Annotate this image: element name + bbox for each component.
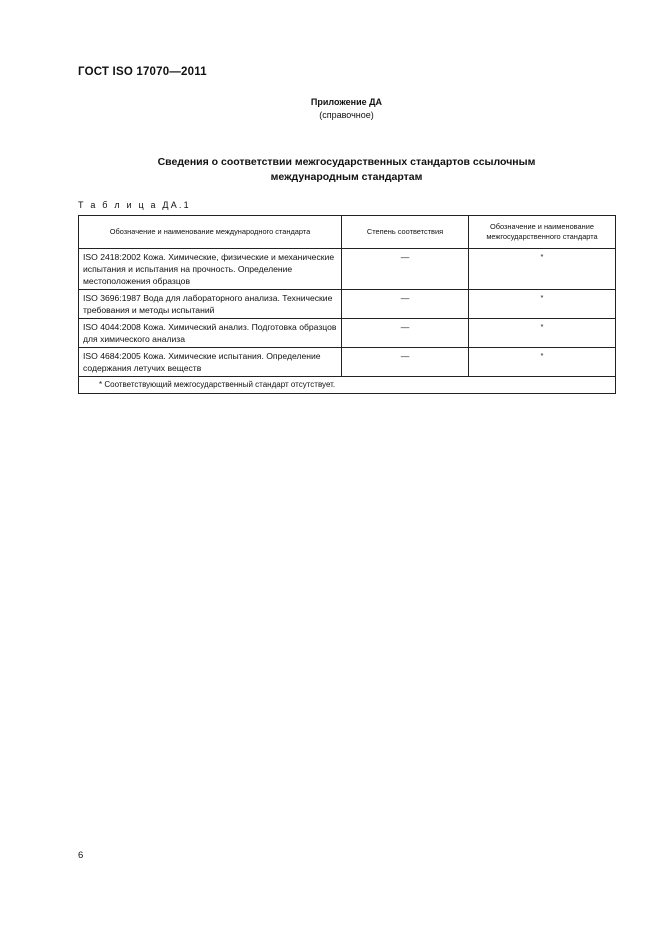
section-title-line-1: Сведения о соответствии межгосударственных стандартов ссылочным (157, 156, 536, 168)
cell-degree: — (342, 249, 469, 290)
cell-degree: — (342, 319, 469, 348)
cell-interstate: * (469, 348, 616, 377)
cell-standard: ISO 4684:2005 Кожа. Химические испытания. Определение содержания летучих веществ (79, 348, 342, 377)
header-interstate-standard: Обозначение и наименование межгосударственного стандарта (469, 216, 616, 249)
cell-degree: — (342, 290, 469, 319)
section-title (78, 155, 615, 185)
cell-standard: ISO 4044:2008 Кожа. Химический анализ. Подготовка образцов для химического анализа (79, 319, 342, 348)
cell-standard: ISO 2418:2002 Кожа. Химические, физические и механические испытания и испытания на прочность. Определение местоположения образцов (79, 249, 342, 290)
header-international-standard: Обозначение и наименование международного стандарта (79, 216, 342, 249)
table-row (79, 249, 616, 290)
table-footnote-row (79, 377, 616, 394)
page-number: 6 (78, 850, 84, 861)
cell-interstate: * (469, 290, 616, 319)
cell-standard: ISO 3696:1987 Вода для лабораторного анализа. Технические требования и методы испытаний (79, 290, 342, 319)
annex-heading (0, 96, 661, 122)
table-footnote: * Соответствующий межгосударственный стандарт отсутствует. (79, 377, 616, 394)
table-row (79, 348, 616, 377)
header-degree: Степень соответствия (342, 216, 469, 249)
table-caption: Т а б л и ц а ДА.1 (78, 200, 191, 210)
section-title-line-2: международным стандартам (270, 171, 423, 183)
annex-subtitle: (справочное) (319, 110, 374, 120)
cell-degree: — (342, 348, 469, 377)
table-row (79, 290, 616, 319)
cell-interstate: * (469, 249, 616, 290)
cell-interstate: * (469, 319, 616, 348)
annex-title: Приложение ДА (310, 97, 383, 107)
correspondence-table (78, 215, 616, 394)
document-header: ГОСТ ISO 17070—2011 (78, 66, 207, 78)
table-header-row (79, 216, 616, 249)
table-row (79, 319, 616, 348)
